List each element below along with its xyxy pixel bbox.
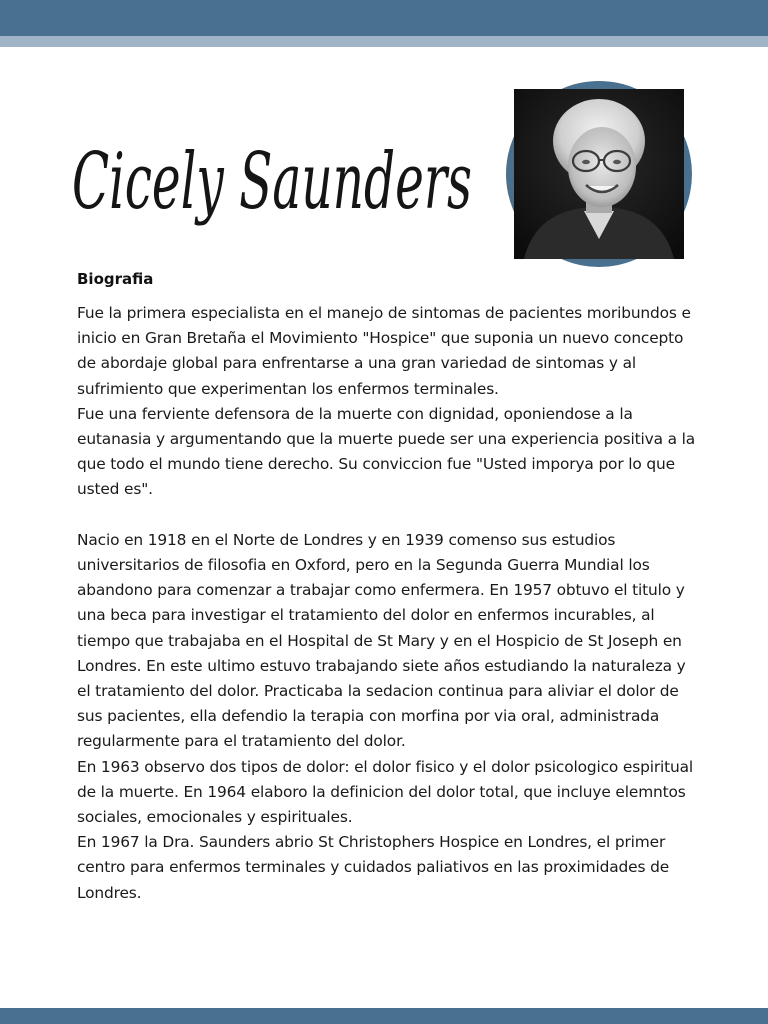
header-stripe: [0, 36, 768, 47]
paragraph: Nacio en 1918 en el Norte de Londres y en 1939 comenso sus estudios universitarios de filosofia en Oxford, pero en la Segunda Guerra Mundial los abandono para comenzar a trabajar como enfermera. En 1957 obtuvo el titulo y una beca para investigar el tratamiento del dolor en enfermos incurables, al tiempo que trabajaba en el Hospital de St Mary y en el Hospicio de St Joseph en Londres. En este ultimo estuvo trabajando siete años estudiando la naturaleza y el tratamiento del dolor. Practicaba la sedacion continua para aliviar el dolor de sus pacientes, ella defendio la terapia con morfina por via oral, administrada regularmente para el tratamiento del dolor.: [77, 530, 686, 751]
page-title: [70, 100, 490, 250]
portrait-icon: [514, 89, 684, 259]
title-text: Cicely Saunders: [72, 137, 472, 227]
paragraph-gap: [77, 503, 697, 528]
paragraph: Fue la primera especialista en el manejo de sintomas de pacientes moribundos e inicio en Gran Bretaña el Movimiento "Hospice" que suponia un nuevo concepto de abordaje global para enfrentarse a una gran variedad de sintomas y al sufrimiento que experimentan los enfermos terminales.: [77, 304, 691, 398]
biography-body: [77, 301, 697, 906]
portrait-frame: [506, 81, 692, 267]
paragraph: Fue una ferviente defensora de la muerte con dignidad, oponiendose a la eutanasia y argumentando que la muerte puede ser una experiencia positiva a la que todo el mundo tiene derecho. Su conviccion fue "Usted imporya por lo que usted es".: [77, 404, 696, 499]
footer-band: [0, 1008, 768, 1024]
paragraph: En 1967 la Dra. Saunders abrio St Christophers Hospice en Londres, el primer centro para enfermos terminales y cuidados paliativos en las proximidades de Londres.: [77, 833, 670, 902]
section-heading: Biografia: [77, 270, 154, 288]
paragraph: En 1963 observo dos tipos de dolor: el dolor fisico y el dolor psicologico espiritual de la muerte. En 1964 elaboro la definicion del dolor total, que incluye elemntos sociales, emocionales y espirituales.: [77, 757, 694, 827]
title-script: [70, 100, 490, 250]
portrait-photo: [514, 89, 684, 259]
header-band: [0, 0, 768, 36]
